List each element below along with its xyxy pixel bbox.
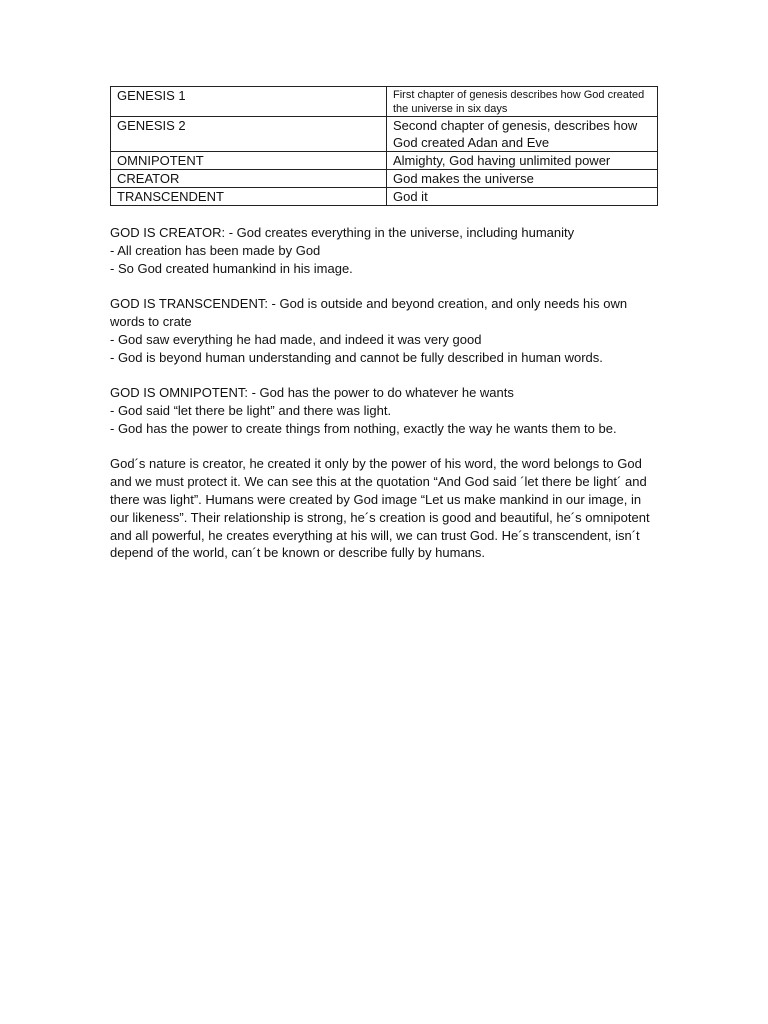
notes-body (110, 224, 658, 562)
transcendent-section (110, 295, 658, 366)
term-cell: GENESIS 2 (111, 117, 387, 152)
term-cell: GENESIS 1 (111, 87, 387, 117)
bullet-line: - God said “let there be light” and there was light. (110, 402, 392, 418)
bullet-line: - All creation has been made by God (110, 242, 321, 258)
omnipotent-section (110, 384, 658, 437)
bullet-line: - God has the power to create things from nothing, exactly the way he wants them to be. (110, 420, 617, 436)
term-cell: CREATOR (111, 170, 387, 188)
table-row (111, 87, 658, 117)
table-row (111, 117, 658, 152)
definition-cell: God makes the universe (387, 170, 658, 188)
table-row (111, 152, 658, 170)
definition-cell: First chapter of genesis describes how God created the universe in six days (387, 87, 658, 117)
definition-cell: Second chapter of genesis, describes how God created Adan and Eve (387, 117, 658, 152)
term-cell: TRANSCENDENT (111, 188, 387, 206)
definition-cell: Almighty, God having unlimited power (387, 152, 658, 170)
summary-paragraph: God´s nature is creator, he created it only by the power of his word, the word belongs to God and we must protect it. We can see this at the quotation “And God said ´let there be light´ and there was light”. Humans were created by God image “Let us make mankind in our image, in our likeness”. Their relationship is strong, he´s creation is good and beautiful, he´s omnipotent and all powerful, he creates everything at his will, we can trust God. He´s transcendent, isn´t depend of the world, can´t be known or describe fully by humans. (110, 456, 650, 561)
document-page (110, 86, 658, 562)
bullet-line: - God is beyond human understanding and cannot be fully described in human words. (110, 349, 603, 365)
definitions-table (110, 86, 658, 206)
table-row (111, 188, 658, 206)
section-heading: GOD IS TRANSCENDENT: - God is outside and beyond creation, and only needs his own words to crate (110, 296, 628, 329)
bullet-line: - So God created humankind in his image. (110, 260, 353, 276)
table-row (111, 170, 658, 188)
section-heading: GOD IS OMNIPOTENT: - God has the power to do whatever he wants (110, 385, 514, 401)
definition-cell: God it (387, 188, 658, 206)
term-cell: OMNIPOTENT (111, 152, 387, 170)
creator-section (110, 224, 658, 277)
bullet-line: - God saw everything he had made, and indeed it was very good (110, 331, 482, 347)
section-heading: GOD IS CREATOR: - God creates everything in the universe, including humanity (110, 225, 575, 240)
